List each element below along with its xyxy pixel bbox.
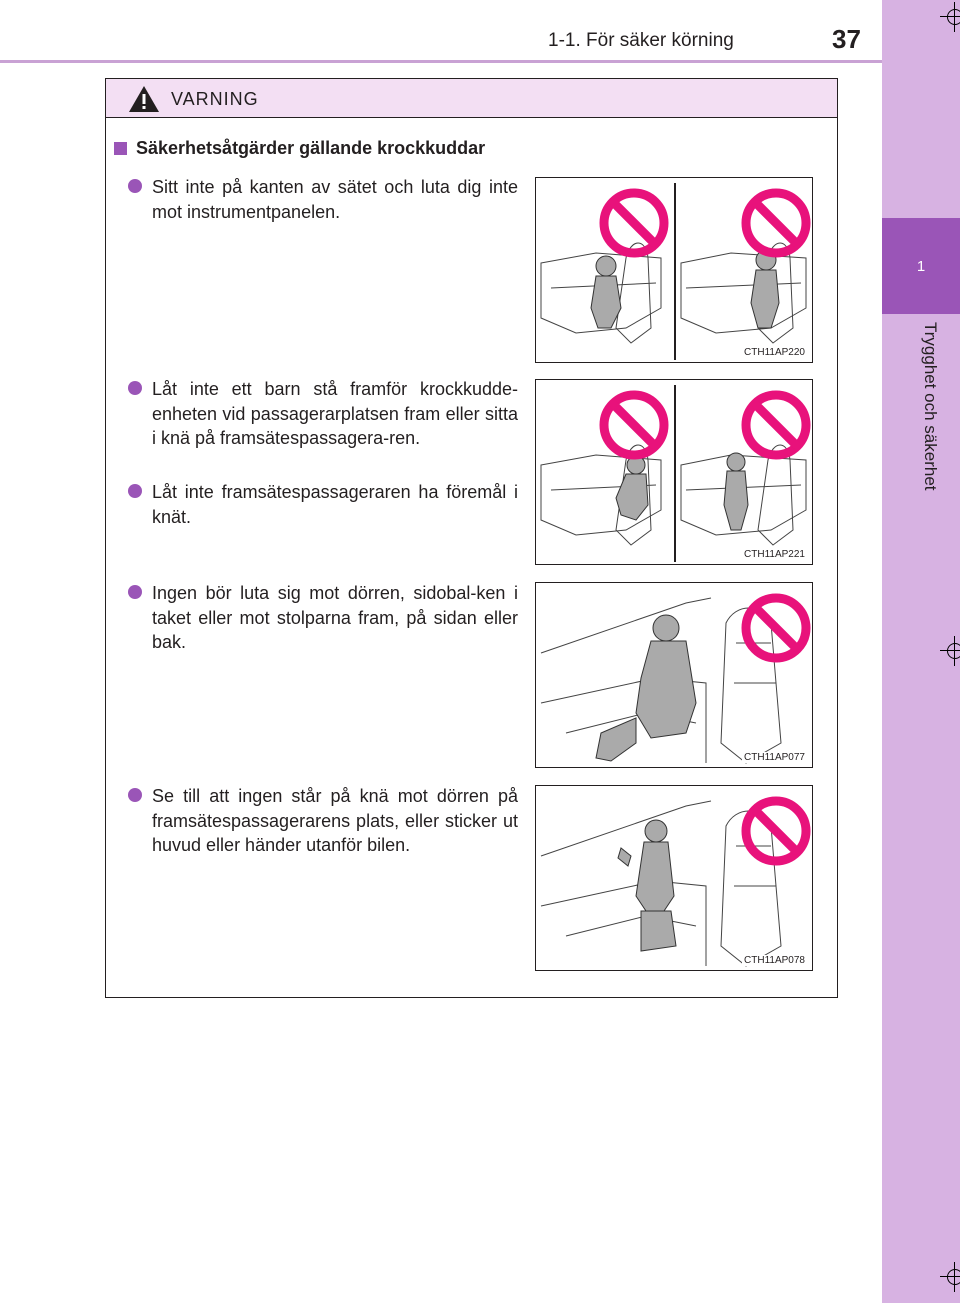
bullet-dot-icon: [128, 788, 142, 802]
bullet-item: [128, 581, 518, 655]
prohibition-sign-icon: [746, 598, 806, 658]
prohibition-sign-icon: [746, 801, 806, 861]
illustration-leaning-dashboard: [535, 177, 813, 363]
warning-triangle-icon: [128, 85, 160, 113]
bullet-text: Sitt inte på kanten av sätet och luta dig inte mot instrumentpanelen.: [152, 177, 518, 222]
section-title: 1-1. För säker körning: [548, 30, 734, 51]
bullet-text: Låt inte ett barn stå framför krockkudde-enheten vid passagerarplatsen fram eller sitta i knä på framsätespassagera-ren.: [152, 379, 518, 448]
registration-mark-icon: [940, 1262, 960, 1292]
bullet-text: Se till att ingen står på knä mot dörren på framsätespassagerarens plats, eller sticker ut huvud eller händer utanför bilen.: [152, 786, 518, 855]
chapter-title: Trygghet och säkerhet: [921, 322, 940, 491]
warning-box: [105, 78, 838, 998]
bullet-dot-icon: [128, 381, 142, 395]
bullet-item: [128, 377, 518, 451]
bullet-item: [128, 784, 518, 858]
figure-code: CTH11AP077: [744, 752, 805, 763]
chapter-number: 1: [882, 218, 960, 314]
illustration-child-in-front: [535, 379, 813, 565]
square-bullet-icon: [114, 142, 127, 155]
figure-code: CTH11AP221: [744, 549, 805, 560]
bullet-item: [128, 175, 518, 224]
bullet-text: Låt inte framsätespassageraren ha föremål i knät.: [152, 482, 518, 527]
figure-code: CTH11AP078: [744, 955, 805, 966]
illustration-leaning-door: [535, 582, 813, 768]
page-number: 37: [832, 24, 861, 54]
subheading-text: Säkerhetsåtgärder gällande krockkuddar: [136, 138, 486, 158]
registration-mark-icon: [940, 636, 960, 666]
bullet-text: Ingen bör luta sig mot dörren, sidobal-ken i taket eller mot stolparna fram, på sidan eller bak.: [152, 583, 518, 652]
bullet-dot-icon: [128, 585, 142, 599]
registration-mark-icon: [940, 2, 960, 32]
figure-code: CTH11AP220: [744, 347, 805, 358]
subheading: [114, 138, 485, 159]
bullet-item: [128, 480, 518, 529]
bullet-dot-icon: [128, 179, 142, 193]
header-rule: [0, 60, 882, 63]
warning-label: VARNING: [171, 89, 259, 109]
bullet-dot-icon: [128, 484, 142, 498]
illustration-kneeling-door: [535, 785, 813, 971]
warning-header: [106, 79, 837, 118]
